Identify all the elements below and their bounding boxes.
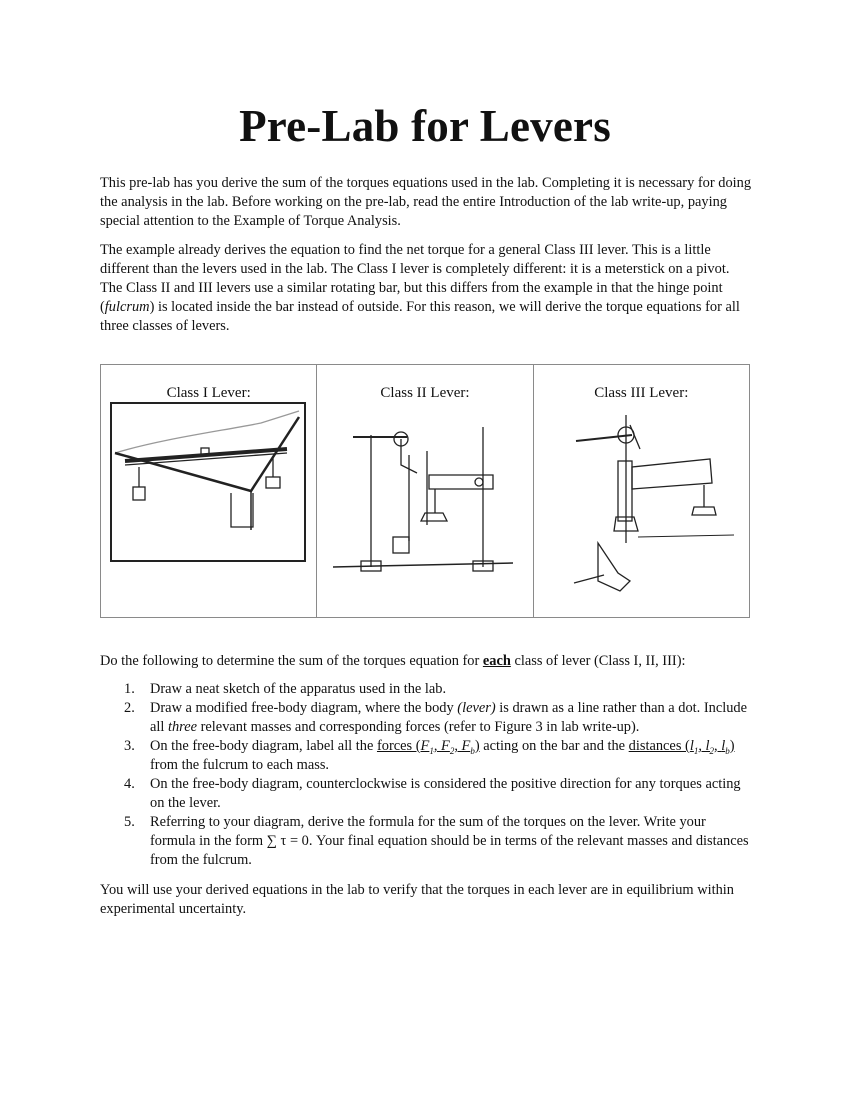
- steps-list: [100, 680, 752, 870]
- torque-equation: ∑ τ = 0: [266, 833, 309, 849]
- distance-symbol: l: [705, 738, 710, 754]
- close-paren: ): [729, 738, 735, 754]
- step-text: . Your final equation should be in terms of the relevant masses and distances from the fulcrum.: [150, 833, 749, 868]
- step-text: is drawn as a line rather than a dot. Include all: [150, 700, 748, 735]
- subscript: 1: [429, 745, 434, 756]
- instructions-before: Do the following to determine the sum of the torques equation for: [100, 653, 483, 669]
- step-text-italic: three: [167, 719, 198, 735]
- step-text: acting on the bar and the: [479, 738, 629, 754]
- forces-label: forces (: [376, 738, 421, 754]
- step-number: 5.: [124, 814, 135, 830]
- subscript: b: [725, 745, 730, 756]
- intro-paragraph: This pre-lab has you derive the sum of the torques equations used in the lab. Completing it is necessary for doing the analysis in the lab. Before working on the pre-lab, read the entire Introduction of the lab write-up, paying special attention to the Example of Torque Analysis.: [100, 175, 752, 229]
- closing-paragraph: You will use your derived equations in the lab to verify that the torques in each lever are in equilibrium within experimental uncertainty.: [100, 882, 734, 917]
- list-item: [100, 699, 752, 737]
- class-3-label: Class III Lever:: [594, 385, 689, 401]
- class-3-lever-illustration: [534, 365, 750, 619]
- p2-italic: fulcrum: [104, 299, 150, 315]
- class-2-label: Class II Lever:: [380, 385, 470, 401]
- separator: ,: [454, 738, 462, 754]
- lever-figures-table: [100, 364, 750, 618]
- class-2-panel: [317, 365, 533, 617]
- step-number: 3.: [124, 738, 135, 754]
- step-text: Referring to your diagram, derive the formula for the sum of the torques on the lever. Write your formula in the form: [150, 814, 706, 849]
- class-1-panel: [101, 365, 317, 617]
- step-text: Draw a modified free-body diagram, where the body: [150, 700, 458, 716]
- step-text: from the fulcrum to each mass.: [150, 757, 330, 773]
- distances-label: distances (: [628, 738, 690, 754]
- close-paren: ): [474, 738, 480, 754]
- class-1-label: Class I Lever:: [166, 385, 251, 401]
- force-symbol: F: [420, 738, 430, 754]
- instructions-after: class of lever (Class I, II, III):: [510, 653, 686, 669]
- p2-text-before: The example already derives the equation to find the net torque for a general Class III lever. This is a little different than the levers used in the lab. The Class I lever is completely different: it is a meterstick on a pivot. The Class II and III levers use a similar rotating bar, but this differs from the example in that the hinge point (: [100, 242, 730, 315]
- list-item: [100, 737, 752, 775]
- class-3-panel: [534, 365, 749, 617]
- list-item: [100, 775, 752, 813]
- separator: ,: [714, 738, 722, 754]
- instructions-paragraph: [100, 652, 752, 671]
- step-text: On the free-body diagram, label all the: [150, 738, 377, 754]
- class-2-lever-illustration: [317, 365, 533, 619]
- forces-term: [377, 738, 480, 754]
- step-number: 4.: [124, 776, 135, 792]
- distance-symbol: l: [689, 738, 694, 754]
- separator: ,: [433, 738, 442, 754]
- instructions-emphasis: each: [482, 653, 511, 669]
- list-item: [100, 680, 752, 699]
- step-text: On the free-body diagram, counterclockwise is considered the positive direction for any torques acting on the lever.: [150, 776, 741, 811]
- subscript: b: [470, 745, 475, 756]
- subscript: 2: [449, 745, 455, 756]
- step-text: relevant masses and corresponding forces (refer to Figure 3 in lab write-up).: [197, 719, 640, 735]
- list-item: [100, 813, 752, 870]
- distance-symbol: l: [721, 738, 726, 754]
- subscript: 2: [709, 745, 715, 756]
- class-1-lever-illustration: [101, 365, 317, 619]
- separator: ,: [698, 738, 706, 754]
- force-symbol: F: [441, 738, 450, 754]
- distances-term: [629, 738, 735, 754]
- step-text: Draw a neat sketch of the apparatus used in the lab.: [150, 681, 447, 697]
- step-number: 2.: [124, 700, 135, 716]
- background-paragraph: [100, 241, 752, 336]
- step-number: 1.: [124, 681, 135, 697]
- p2-text-after: ) is located inside the bar instead of outside. For this reason, we will derive the torque equations for all three classes of levers.: [100, 299, 740, 334]
- force-symbol: F: [461, 738, 471, 754]
- step-text-italic: (lever): [457, 700, 496, 716]
- page-title: Pre-Lab for Levers: [239, 101, 611, 151]
- subscript: 1: [693, 745, 699, 756]
